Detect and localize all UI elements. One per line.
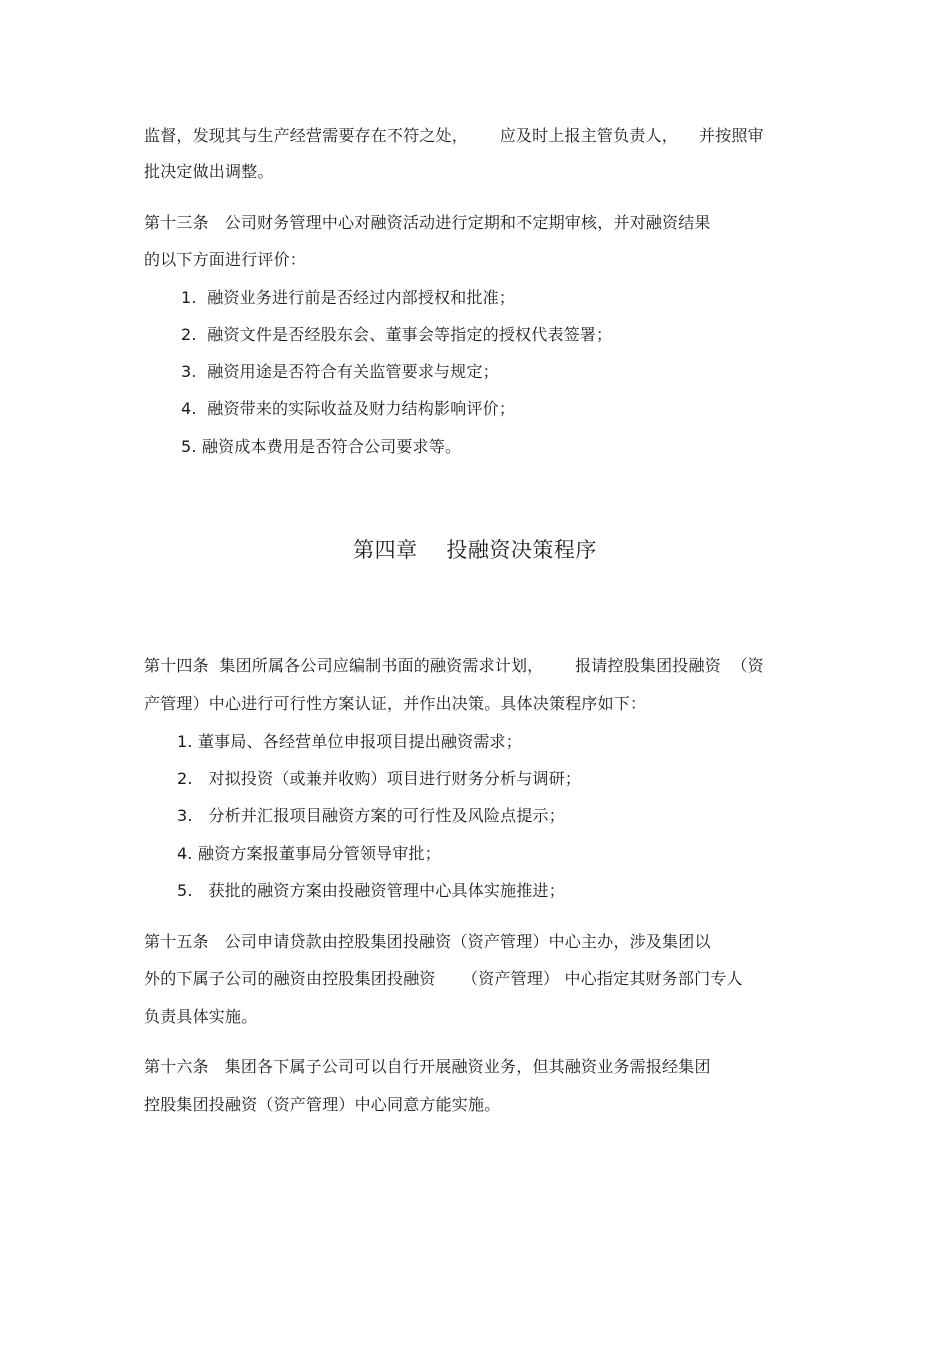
article-15-line-2: 外的下属子公司的融资由控股集团投融资 （资产管理） 中心指定其财务部门专人 xyxy=(144,969,743,988)
article-13-item-4: 4. 融资带来的实际收益及财力结构影响评价； xyxy=(181,399,516,418)
article-14-item-2: 2. 对拟投资（或兼并收购）项目进行财务分析与调研； xyxy=(177,769,582,788)
article-14-item-3: 3. 分析并汇报项目融资方案的可行性及风险点提示； xyxy=(177,806,565,825)
article-14-line-2: 产管理）中心进行可行性方案认证，并作出决策。具体决策程序如下： xyxy=(144,694,647,713)
article-13-item-2: 2. 融资文件是否经股东会、董事会等指定的授权代表签署； xyxy=(181,325,613,344)
chapter-4-title: 第四章 投融资决策程序 xyxy=(353,538,597,562)
article-13-item-3: 3. 融资用途是否符合有关监管要求与规定； xyxy=(181,362,499,381)
paragraph-continuation-line-1: 监督，发现其与生产经营需要存在不符之处， 应及时上报主管负责人， 并按照审 xyxy=(144,126,764,145)
article-13-item-5: 5. 融资成本费用是否符合公司要求等。 xyxy=(181,437,462,456)
article-16-line-1: 第十六条 集团各下属子公司可以自行开展融资业务，但其融资业务需报经集团 xyxy=(144,1057,711,1076)
paragraph-continuation-line-2: 批决定做出调整。 xyxy=(144,162,274,181)
article-14-item-1: 1. 董事局、各经营单位申报项目提出融资需求； xyxy=(177,732,522,751)
article-14-item-5: 5. 获批的融资方案由投融资管理中心具体实施推进； xyxy=(177,881,565,900)
article-13-line-2: 的以下方面进行评价： xyxy=(144,250,307,269)
article-14-item-4: 4. 融资方案报董事局分管领导审批； xyxy=(177,844,441,863)
article-13-item-1: 1. 融资业务进行前是否经过内部授权和批准； xyxy=(181,288,516,307)
article-14-line-1: 第十四条 集团所属各公司应编制书面的融资需求计划， 报请控股集团投融资 （资 xyxy=(144,656,764,675)
article-13-line-1: 第十三条 公司财务管理中心对融资活动进行定期和不定期审核，并对融资结果 xyxy=(144,213,711,232)
article-15-line-1: 第十五条 公司申请贷款由控股集团投融资（资产管理）中心主办，涉及集团以 xyxy=(144,932,711,951)
article-15-line-3: 负责具体实施。 xyxy=(144,1007,258,1026)
article-16-line-2: 控股集团投融资（资产管理）中心同意方能实施。 xyxy=(144,1095,501,1114)
